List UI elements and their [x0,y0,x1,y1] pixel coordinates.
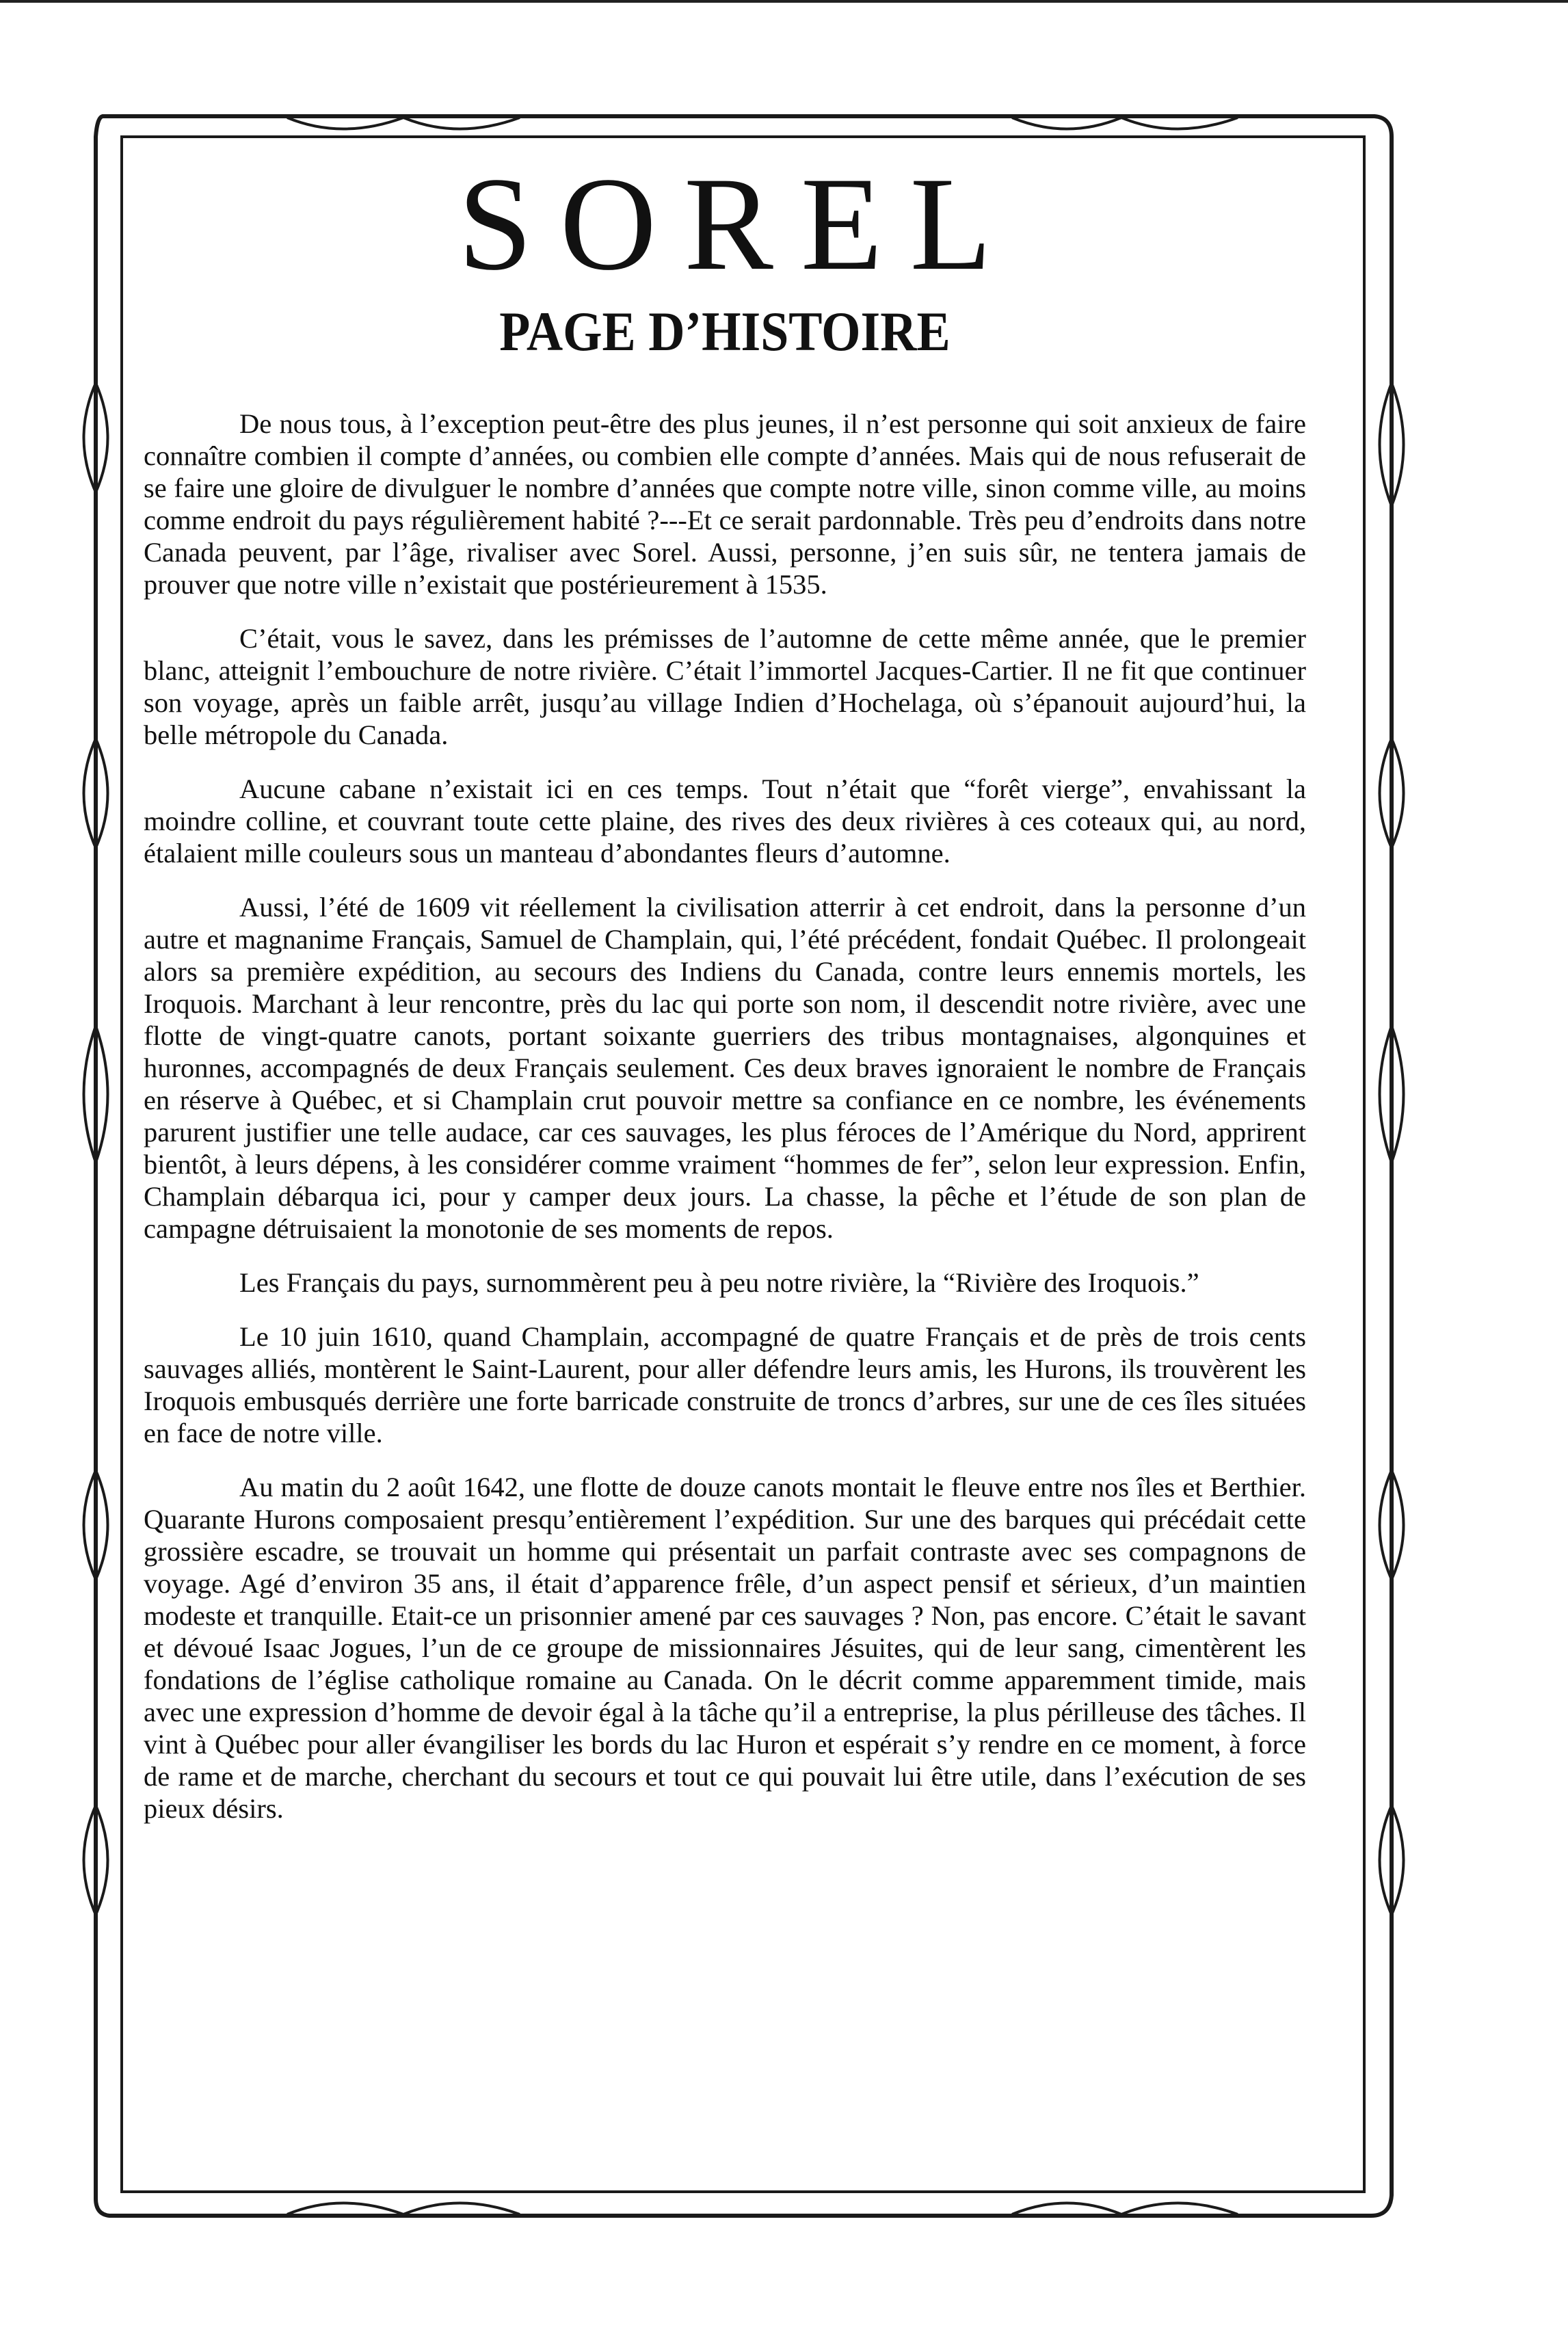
page-content [144,150,1306,1846]
paragraph: Au matin du 2 août 1642, une flotte de douze canots montait le fleuve entre nos îles et Berthier. Quarante Hurons composaient presqu’entièrement l’expédition. Sur une des barques qui précédait cette grossière escadre, se trouvait un homme qui présentait un parfait contraste avec ses compagnons de voyage. Agé d’environ 35 ans, il était d’apparence frêle, d’un aspect pensif et sérieux, d’un maintien modeste et tranquille. Etait-ce un prisonnier amené par ces sauvages ? Non, pas encore. C’était le savant et dévoué Isaac Jogues, l’un de ce groupe de missionnaires Jésuites, qui de leur sang, cimentèrent les fondations de l’église catholique romaine au Canada. On le décrit comme apparemment timide, mais avec une expression d’homme de devoir égal à la tâche qu’il a entreprise, la plus périlleuse des tâches. Il vint à Québec pour aller évangiliser les bords du lac Huron et espérait s’y rendre en ce moment, à force de rame et de marche, cherchant du secours et tout ce qui pouvait lui être utile, dans l’exécution de ses pieux désirs. [144,1472,1306,1824]
page-title: SOREL [457,150,1020,298]
paragraph: Les Français du pays, surnommèrent peu à peu notre rivière, la “Rivière des Iroquois.” [239,1267,1199,1298]
paragraph: De nous tous, à l’exception peut-être des plus jeunes, il n’est personne qui soit anxieux de faire connaître combien il compte d’années, ou combien elle compte d’années. Mais qui de nous refuserait de se faire une gloire de divulguer le nombre d’années que compte notre ville, sinon comme ville, au moins comme endroit du pays régulièrement habité ?---Et ce serait pardonnable. Très peu d’endroits dans notre Canada peuvent, par l’âge, rivaliser avec Sorel. Aussi, personne, j’en suis sûr, ne tentera jamais de prouver que notre ville n’existait que postérieurement à 1535. [144,408,1306,600]
paragraph: Aussi, l’été de 1609 vit réellement la civilisation atterrir à cet endroit, dans la personne d’un autre et magnanime Français, Samuel de Champlain, qui, l’été précédent, fondait Québec. Il prolongeait alors sa première expédition, au secours des Indiens du Canada, contre leurs ennemis mortels, les Iroquois. Marchant à leur rencontre, près du lac qui porte son nom, il descendit notre rivière, avec une flotte de vingt-quatre canots, portant soixante guerriers des tribus montagnaises, algonquines et huronnes, accompagnés de deux Français seulement. Ces deux braves ignoraient le nombre de Français en réserve à Québec, et si Champlain crut pouvoir mettre sa confiance en ce nombre, les événements parurent justifier une telle audace, car ces sauvages, les plus féroces de l’Amérique du Nord, apprirent bientôt, à leurs dépens, à les considérer comme vraiment “hommes de fer”, selon leur expression. Enfin, Champlain débarqua ici, pour y camper deux jours. La chasse, la pêche et l’étude de son plan de campagne détruisaient la monotonie de ses moments de repos. [144,892,1306,1244]
page-subtitle: PAGE D’HISTOIRE [499,300,951,362]
paragraph: C’était, vous le savez, dans les prémisses de l’automne de cette même année, que le premier blanc, atteignit l’embouchure de notre rivière. C’était l’immortel Jacques-Cartier. Il ne fit que continuer son voyage, après un faible arrêt, jusqu’au village Indien d’Hochelaga, où s’épanouit aujourd’hui, la belle métropole du Canada. [144,623,1306,750]
paragraph: Aucune cabane n’existait ici en ces temps. Tout n’était que “forêt vierge”, envahissant la moindre colline, et couvrant toute cette plaine, des rives des deux rivières à ces coteaux qui, au nord, étalaient mille couleurs sous un manteau d’abondantes fleurs d’automne. [144,773,1306,868]
paragraph: Le 10 juin 1610, quand Champlain, accompagné de quatre Français et de près de trois cents sauvages alliés, montèrent le Saint-Laurent, pour aller défendre leurs amis, les Hurons, ils trouvèrent les Iroquois embusqués derrière une forte barricade construite de troncs d’arbres, sur une de ces îles situées en face de notre ville. [144,1321,1306,1448]
article-body [144,408,1306,1825]
